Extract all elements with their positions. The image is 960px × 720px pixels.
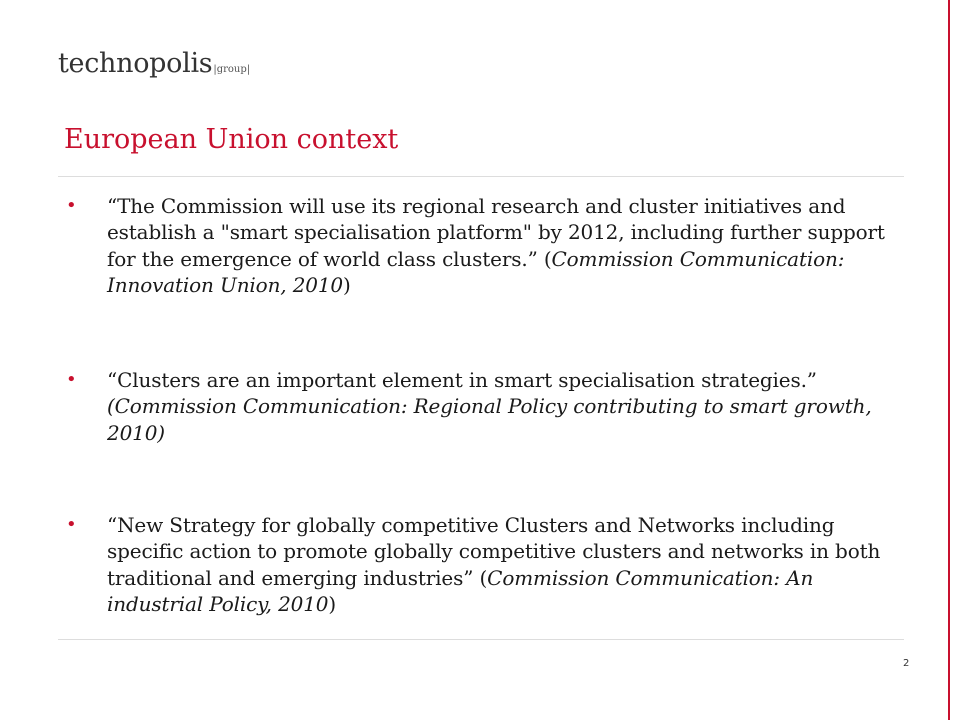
- bullet-citation: Commission Communication: An industrial Policy, 2010: [107, 565, 814, 617]
- slide-title: European Union context: [64, 124, 399, 155]
- technopolis-logo: [58, 48, 250, 79]
- logo-wordmark: technopolis: [58, 48, 213, 79]
- bullet-suffix: ): [328, 592, 337, 617]
- bullet-text: [107, 193, 896, 299]
- bullet-citation: (Commission Communication: Regional Policy contributing to smart growth, 2010): [107, 394, 872, 445]
- bullet-item-1: [66, 193, 896, 299]
- bullet-item-2: [66, 367, 896, 446]
- bullet-suffix: ): [343, 273, 351, 298]
- logo-group-tag: |group|: [213, 64, 251, 75]
- top-divider: [58, 176, 904, 177]
- bullet-citation: Commission Communication: Innovation Union, 2010: [107, 246, 845, 298]
- bullet-marker: •: [66, 195, 77, 216]
- bullet-marker: •: [66, 514, 77, 535]
- bullet-text: [107, 512, 896, 618]
- right-accent-rule: [948, 0, 950, 720]
- bullet-text: [107, 367, 896, 446]
- bullet-quote: “The Commission will use its regional research and cluster initiatives and establish a "smart specialisation platform" by 2012, including further support for the emergence of world class clusters.” (: [107, 194, 885, 271]
- bullet-quote: “Clusters are an important element in smart specialisation strategies.”: [107, 368, 817, 392]
- bullet-quote: “New Strategy for globally competitive Clusters and Networks including specific action to promote globally competitive clusters and networks in both traditional and emerging industries” (: [107, 513, 881, 590]
- bullet-item-3: [66, 512, 896, 618]
- bullet-marker: •: [66, 369, 77, 390]
- bottom-divider: [58, 639, 904, 640]
- page-number: 2: [903, 658, 910, 669]
